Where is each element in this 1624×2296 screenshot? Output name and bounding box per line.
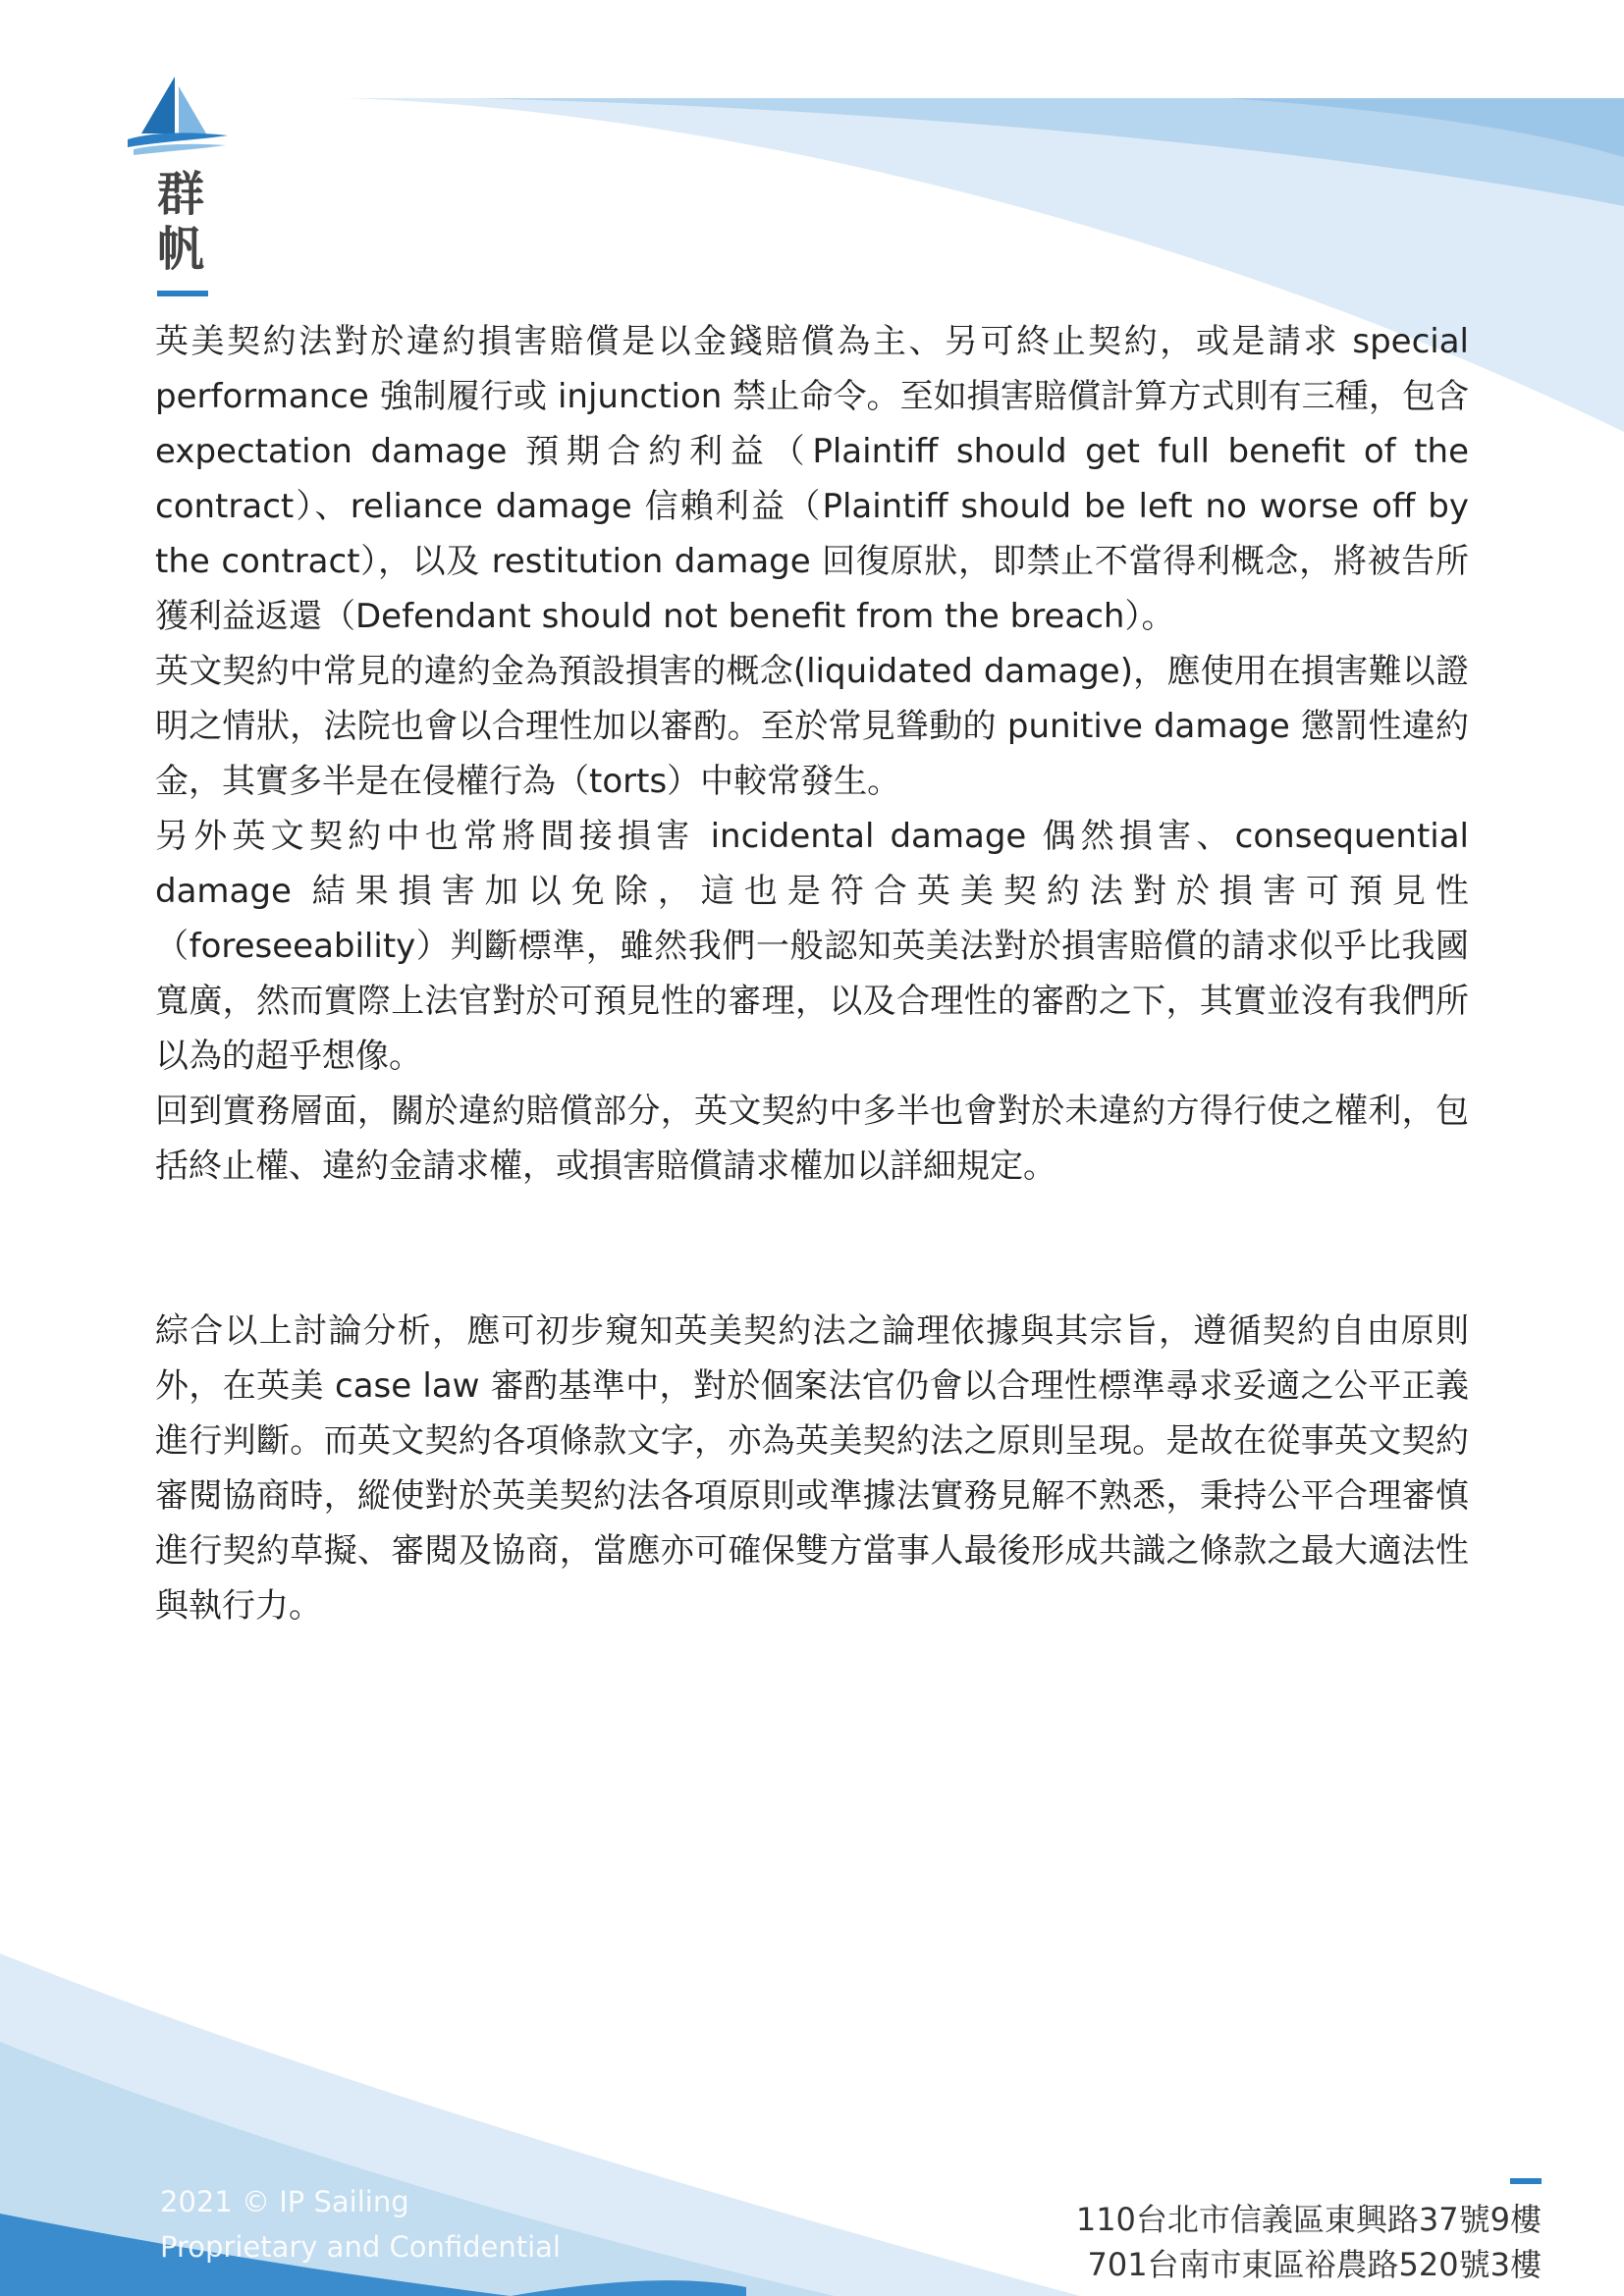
- footer-address-block: [1076, 2197, 1542, 2287]
- document-body: [155, 314, 1469, 1633]
- brand-name-line1: 群: [156, 167, 204, 222]
- footer-copyright: 2021 © IP Sailing: [160, 2185, 409, 2218]
- footer-confidential: Proprietary and Confidential: [160, 2230, 561, 2264]
- paragraph-conclusion: 綜合以上討論分析，應可初步窺知英美契約法之論理依據與其宗旨，遵循契約自由原則外，在英美 case law 審酌基準中，對於個案法官仍會以合理性標準尋求妥適之公平正義進行判斷。而英文契約各項條款文字，亦為英美契約法之原則呈現。是故在從事英文契約審閱協商時，縱使對於英美契約法各項原則或準據法實務見解不熟悉，秉持公平合理審慎進行契約草擬、審閱及協商，當應亦可確保雙方當事人最後形成共識之條款之最大適法性與執行力。: [155, 1311, 1469, 1626]
- footer-accent-bar: [1510, 2178, 1542, 2184]
- footer-address-tainan: 701台南市東區裕農路520號3樓: [1087, 2246, 1542, 2283]
- paragraph-practice: 回到實務層面，關於違約賠償部分，英文契約中多半也會對於未違約方得行使之權利，包括終止權、違約金請求權，或損害賠償請求權加以詳細規定。: [155, 1092, 1469, 1186]
- footer-address-taipei: 110台北市信義區東興路37號9樓: [1075, 2201, 1542, 2238]
- footer-copyright-block: [160, 2179, 561, 2269]
- brand-name: [151, 167, 210, 277]
- paragraph-damages-remedies: 英美契約法對於違約損害賠償是以金錢賠償為主、另可終止契約，或是請求 special performance 強制履行或 injunction 禁止命令。至如損害賠償計算方式則有三種，包含 expectation damage 預期合約利益（Plaintiff should get full benefit of the contract）、reliance damage 信賴利益（Plaintiff should be left no worse off by the contract），以及 restitution damage 回復原狀，即禁止不當得利概念，將被告所獲利益返還（Defendant should not benefit from the breach）。: [155, 322, 1469, 636]
- paragraph-spacer: [155, 1194, 1469, 1304]
- paragraph-incidental-damage: 另外英文契約中也常將間接損害 incidental damage 偶然損害、consequential damage 結果損害加以免除，這也是符合英美契約法對於損害可預見性（foreseeability）判斷標準，雖然我們一般認知英美法對於損害賠償的請求似乎比我國寬廣，然而實際上法官對於可預見性的審理，以及合理性的審酌之下，其實並沒有我們所以為的超乎想像。: [155, 817, 1469, 1076]
- brand-name-line2: 帆: [156, 222, 204, 277]
- sailboat-logo-icon: [124, 75, 232, 155]
- paragraph-liquidated-damage: 英文契約中常見的違約金為預設損害的概念(liquidated damage)，應使用在損害難以證明之情狀，法院也會以合理性加以審酌。至於常見聳動的 punitive damage 懲罰性違約金，其實多半是在侵權行為（torts）中較常發生。: [155, 652, 1469, 801]
- brand-underline: [157, 291, 208, 296]
